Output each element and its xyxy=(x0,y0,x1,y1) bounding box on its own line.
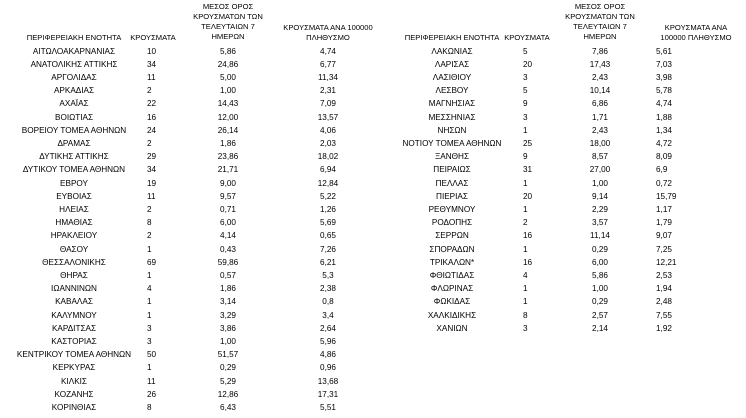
cell-avg7: 12,86 xyxy=(217,389,239,399)
table-row xyxy=(0,111,746,124)
cell-region: ΡΟΔΟΠΗΣ xyxy=(431,218,473,228)
cell-region: ΠΕΙΡΑΙΩΣ xyxy=(433,165,471,175)
cell-cases: 16 xyxy=(523,257,533,267)
cell-avg7: 9,00 xyxy=(220,178,236,188)
cell-per100k: 1,26 xyxy=(320,204,336,214)
table-row xyxy=(0,401,746,414)
right-header-avg7-line2: ΚΡΟΥΣΜΑΤΩΝ ΤΩΝ xyxy=(565,12,635,21)
table-row xyxy=(0,256,746,269)
right-header-per100k-line2: 100000 ΠΛΗΘΥΣΜΟ xyxy=(660,33,732,42)
cell-cases: 11 xyxy=(147,376,156,386)
cell-avg7: 9,57 xyxy=(220,191,236,201)
cell-per100k: 18,02 xyxy=(317,152,339,162)
cell-per100k: 2,38 xyxy=(320,284,336,294)
cell-per100k: 1,88 xyxy=(656,112,672,122)
cell-avg7: 27,00 xyxy=(589,165,611,175)
cell-cases: 20 xyxy=(523,59,533,69)
cell-cases: 3 xyxy=(523,112,528,122)
table-row xyxy=(0,190,746,203)
table-row xyxy=(0,269,746,282)
cell-region: ΚΑΣΤΟΡΙΑΣ xyxy=(51,336,97,346)
cell-cases: 1 xyxy=(523,297,528,307)
cell-per100k: 3,98 xyxy=(656,72,672,82)
cell-per100k: 2,53 xyxy=(656,270,672,280)
right-header-region: ΠΕΡΙΦΕΡΕΙΑΚΗ ΕΝΟΤΗΤΑ xyxy=(404,33,500,42)
cell-region: ΚΑΛΥΜΝΟΥ xyxy=(51,310,97,320)
cell-per100k: 0,8 xyxy=(322,297,334,307)
cell-cases: 9 xyxy=(523,99,528,109)
cell-per100k: 0,65 xyxy=(320,231,336,241)
cell-avg7: 1,00 xyxy=(592,284,608,294)
cell-per100k: 5,78 xyxy=(656,86,672,96)
right-header-avg7-line4: ΗΜΕΡΩΝ xyxy=(583,32,617,41)
cell-region: ΚΕΡΚΥΡΑΣ xyxy=(52,363,96,373)
cell-avg7: 59,86 xyxy=(217,257,239,267)
cell-avg7: 11,14 xyxy=(590,231,610,241)
cell-per100k: 13,68 xyxy=(317,376,339,386)
cell-region: ΚΕΝΤΡΙΚΟΥ ΤΟΜΕΑ ΑΘΗΝΩΝ xyxy=(16,350,132,360)
left-header-avg7-line1: ΜΕΣΟΣ ΟΡΟΣ xyxy=(202,2,254,11)
cell-avg7: 5,86 xyxy=(220,46,236,56)
left-header-region: ΠΕΡΙΦΕΡΕΙΑΚΗ ΕΝΟΤΗΤΑ xyxy=(26,33,122,42)
table-row xyxy=(0,203,746,216)
cell-region: ΤΡΙΚΑΛΩΝ* xyxy=(429,257,475,267)
cell-per100k: 11,34 xyxy=(318,72,338,82)
cell-per100k: 5,3 xyxy=(322,270,334,280)
cell-avg7: 2,29 xyxy=(592,204,608,214)
cell-avg7: 3,29 xyxy=(220,310,236,320)
right-header-cases: ΚΡΟΥΣΜΑΤΑ xyxy=(504,33,550,42)
table-row xyxy=(0,163,746,176)
cell-per100k: 4,06 xyxy=(320,125,336,135)
cell-cases: 1 xyxy=(147,297,152,307)
cell-cases: 16 xyxy=(147,112,157,122)
cell-cases: 2 xyxy=(523,218,528,228)
cell-per100k: 5,96 xyxy=(320,336,336,346)
cell-cases: 8 xyxy=(147,218,152,228)
cell-avg7: 1,00 xyxy=(220,336,236,346)
cell-cases: 19 xyxy=(147,178,157,188)
cell-avg7: 0,71 xyxy=(220,204,236,214)
cell-region: ΑΧΑΪΑΣ xyxy=(59,99,89,109)
cell-per100k: 1,17 xyxy=(656,204,672,214)
table-row xyxy=(0,124,746,137)
right-header-per100k xyxy=(648,23,744,43)
cell-per100k: 2,48 xyxy=(656,297,672,307)
table-row xyxy=(0,282,746,295)
cell-region: ΗΜΑΘΙΑΣ xyxy=(55,218,93,228)
cell-cases: 11 xyxy=(147,191,156,201)
cell-per100k: 6,77 xyxy=(320,59,336,69)
cell-avg7: 1,86 xyxy=(220,138,236,148)
cell-region: ΙΩΑΝΝΙΝΩΝ xyxy=(51,284,97,294)
cell-avg7: 5,29 xyxy=(220,376,236,386)
table-row xyxy=(0,295,746,308)
cell-per100k: 8,09 xyxy=(656,152,672,162)
cell-avg7: 6,43 xyxy=(220,402,236,412)
cell-region: ΕΒΡΟΥ xyxy=(60,178,88,188)
cell-region: ΔΥΤΙΚΗΣ ΑΤΤΙΚΗΣ xyxy=(39,152,109,162)
table-row xyxy=(0,322,746,335)
cell-region: ΔΥΤΙΚΟΥ ΤΟΜΕΑ ΑΘΗΝΩΝ xyxy=(22,165,126,175)
cell-cases: 20 xyxy=(523,191,533,201)
cell-region: ΒΟΡΕΙΟΥ ΤΟΜΕΑ ΑΘΗΝΩΝ xyxy=(21,125,127,135)
cell-cases: 34 xyxy=(147,59,157,69)
cell-avg7: 24,86 xyxy=(217,59,239,69)
cell-avg7: 6,00 xyxy=(220,218,236,228)
cell-per100k: 1,79 xyxy=(656,218,672,228)
cell-per100k: 5,69 xyxy=(320,218,336,228)
cell-avg7: 2,43 xyxy=(592,72,608,82)
left-header-per100k-line1: ΚΡΟΥΣΜΑΤΑ ΑΝΑ 100000 xyxy=(283,23,373,32)
cell-cases: 1 xyxy=(523,204,528,214)
cell-per100k: 17,31 xyxy=(317,389,339,399)
cell-avg7: 26,14 xyxy=(217,125,239,135)
cell-per100k: 6,21 xyxy=(320,257,336,267)
cell-region: ΑΝΑΤΟΛΙΚΗΣ ΑΤΤΙΚΗΣ xyxy=(30,59,118,69)
cell-region: ΗΡΑΚΛΕΙΟΥ xyxy=(50,231,98,241)
cell-avg7: 7,86 xyxy=(592,46,608,56)
cell-cases: 4 xyxy=(523,270,528,280)
cell-cases: 3 xyxy=(147,336,152,346)
table-row xyxy=(0,216,746,229)
cell-cases: 25 xyxy=(523,138,533,148)
cell-avg7: 5,00 xyxy=(220,72,236,82)
cell-region: ΝΟΤΙΟΥ ΤΟΜΕΑ ΑΘΗΝΩΝ xyxy=(402,138,502,148)
cell-cases: 10 xyxy=(147,46,157,56)
cell-cases: 9 xyxy=(523,152,528,162)
cell-per100k: 2,03 xyxy=(320,138,336,148)
cell-cases: 3 xyxy=(147,323,152,333)
table-row xyxy=(0,229,746,242)
cell-per100k: 4,74 xyxy=(656,99,672,109)
table-row xyxy=(0,45,746,58)
cell-region: ΛΕΣΒΟΥ xyxy=(435,86,469,96)
table-row xyxy=(0,348,746,361)
cell-region: ΚΟΖΑΝΗΣ xyxy=(54,389,94,399)
cell-avg7: 14,43 xyxy=(217,99,239,109)
cell-cases: 3 xyxy=(523,323,528,333)
cell-avg7: 6,00 xyxy=(592,257,608,267)
left-header-avg7-line2: ΚΡΟΥΣΜΑΤΩΝ ΤΩΝ xyxy=(193,12,263,21)
cell-region: ΚΟΡΙΝΘΙΑΣ xyxy=(51,402,97,412)
cell-avg7: 1,00 xyxy=(220,86,236,96)
cell-avg7: 5,86 xyxy=(592,270,608,280)
cell-per100k: 2,64 xyxy=(320,323,336,333)
cell-cases: 69 xyxy=(147,257,157,267)
table-row xyxy=(0,375,746,388)
cell-region: ΦΩΚΙΔΑΣ xyxy=(433,297,471,307)
cell-avg7: 6,86 xyxy=(592,99,608,109)
cell-per100k: 2,31 xyxy=(320,86,336,96)
cell-avg7: 2,57 xyxy=(592,310,608,320)
cell-region: ΗΛΕΙΑΣ xyxy=(59,204,89,214)
cell-region: ΘΑΣΟΥ xyxy=(59,244,89,254)
cell-per100k: 6,9 xyxy=(656,165,668,175)
cell-per100k: 6,94 xyxy=(320,165,336,175)
table-row xyxy=(0,58,746,71)
cell-cases: 34 xyxy=(147,165,157,175)
cell-region: ΧΑΝΙΩΝ xyxy=(436,323,468,333)
cell-per100k: 4,74 xyxy=(320,46,336,56)
cell-avg7: 9,14 xyxy=(592,191,608,201)
table-row xyxy=(0,150,746,163)
cell-avg7: 1,00 xyxy=(592,178,608,188)
cell-region: ΔΡΑΜΑΣ xyxy=(57,138,91,148)
right-header-avg7-line1: ΜΕΣΟΣ ΟΡΟΣ xyxy=(574,2,626,11)
cell-cases: 22 xyxy=(147,99,157,109)
cell-region: ΘΕΣΣΑΛΟΝΙΚΗΣ xyxy=(42,257,106,267)
right-header-per100k-line1: ΚΡΟΥΣΜΑΤΑ ΑΝΑ xyxy=(664,23,728,32)
cell-region: ΑΡΚΑΔΙΑΣ xyxy=(53,86,95,96)
cell-region: ΦΛΩΡΙΝΑΣ xyxy=(430,284,474,294)
cell-cases: 50 xyxy=(147,350,157,360)
cell-region: ΣΕΡΡΩΝ xyxy=(435,231,469,241)
cell-cases: 2 xyxy=(147,204,152,214)
cell-cases: 1 xyxy=(523,244,528,254)
cell-per100k: 5,61 xyxy=(656,46,672,56)
cell-cases: 1 xyxy=(523,284,528,294)
cell-region: ΚΑΒΑΛΑΣ xyxy=(55,297,93,307)
cell-region: ΚΙΛΚΙΣ xyxy=(60,376,87,386)
cell-region: ΒΟΙΩΤΙΑΣ xyxy=(54,112,94,122)
left-header-avg7-line4: ΗΜΕΡΩΝ xyxy=(211,32,245,41)
cell-cases: 5 xyxy=(523,86,528,96)
cell-avg7: 1,86 xyxy=(220,284,236,294)
cell-cases: 2 xyxy=(147,86,152,96)
cell-per100k: 7,03 xyxy=(656,59,672,69)
cell-avg7: 3,14 xyxy=(220,297,236,307)
cell-region: ΠΙΕΡΙΑΣ xyxy=(436,191,468,201)
cell-cases: 26 xyxy=(147,389,157,399)
cell-cases: 5 xyxy=(523,46,528,56)
cell-avg7: 0,29 xyxy=(220,363,236,373)
left-header-per100k-line2: ΠΛΗΘΥΣΜΟ xyxy=(306,33,350,42)
table-row xyxy=(0,335,746,348)
cell-region: ΛΑΡΙΣΑΣ xyxy=(434,59,470,69)
cell-per100k: 15,79 xyxy=(656,191,677,201)
cell-avg7: 0,29 xyxy=(592,244,608,254)
cell-per100k: 0,72 xyxy=(656,178,672,188)
left-header-avg7-line3: ΤΕΛΕΥΤΑΙΩΝ 7 xyxy=(201,22,255,31)
table-row xyxy=(0,361,746,374)
right-header-avg7-line3: ΤΕΛΕΥΤΑΙΩΝ 7 xyxy=(573,22,627,31)
table-row xyxy=(0,243,746,256)
cell-cases: 3 xyxy=(523,72,528,82)
cell-per100k: 1,34 xyxy=(656,125,672,135)
cell-region: ΠΕΛΛΑΣ xyxy=(435,178,469,188)
cell-avg7: 3,86 xyxy=(220,323,236,333)
cell-region: ΝΗΣΩΝ xyxy=(437,125,467,135)
cell-cases: 29 xyxy=(147,152,157,162)
left-header-avg7 xyxy=(188,2,268,42)
cell-cases: 31 xyxy=(523,165,533,175)
cell-region: ΜΑΓΝΗΣΙΑΣ xyxy=(428,99,476,109)
table-row xyxy=(0,309,746,322)
cell-per100k: 13,57 xyxy=(317,112,339,122)
cell-region: ΧΑΛΚΙΔΙΚΗΣ xyxy=(427,310,477,320)
cell-cases: 1 xyxy=(523,125,528,135)
cell-avg7: 4,14 xyxy=(220,231,236,241)
cell-region: ΕΥΒΟΙΑΣ xyxy=(56,191,92,201)
cell-avg7: 23,86 xyxy=(217,152,239,162)
cell-avg7: 0,29 xyxy=(592,297,608,307)
cell-region: ΚΑΡΔΙΤΣΑΣ xyxy=(51,323,97,333)
cell-cases: 1 xyxy=(523,178,528,188)
cell-avg7: 1,71 xyxy=(592,112,608,122)
cell-avg7: 0,57 xyxy=(220,270,236,280)
cell-avg7: 2,43 xyxy=(592,125,608,135)
cell-cases: 11 xyxy=(147,72,156,82)
cell-avg7: 2,14 xyxy=(592,323,608,333)
cell-cases: 2 xyxy=(147,138,152,148)
cell-per100k: 4,72 xyxy=(656,138,672,148)
cell-per100k: 7,55 xyxy=(656,310,672,320)
cell-avg7: 51,57 xyxy=(217,350,239,360)
table-row xyxy=(0,388,746,401)
table-row xyxy=(0,177,746,190)
cell-region: ΦΘΙΩΤΙΔΑΣ xyxy=(429,270,475,280)
left-header-per100k xyxy=(272,23,384,43)
cell-per100k: 12,84 xyxy=(317,178,339,188)
table-row xyxy=(0,97,746,110)
table-row xyxy=(0,84,746,97)
cell-region: ΛΑΣΙΘΙΟΥ xyxy=(432,72,472,82)
cell-cases: 8 xyxy=(147,402,152,412)
cell-cases: 1 xyxy=(147,270,152,280)
left-header-cases: ΚΡΟΥΣΜΑΤΑ xyxy=(130,33,176,42)
right-header-avg7 xyxy=(556,2,644,42)
table-row xyxy=(0,71,746,84)
cell-avg7: 0,43 xyxy=(220,244,236,254)
cell-region: ΑΙΤΩΛΟΑΚΑΡΝΑΝΙΑΣ xyxy=(32,46,116,56)
cell-cases: 16 xyxy=(523,231,533,241)
table-row xyxy=(0,137,746,150)
cell-region: ΜΕΣΣΗΝΙΑΣ xyxy=(428,112,476,122)
cell-per100k: 5,51 xyxy=(320,402,336,412)
cell-cases: 24 xyxy=(147,125,157,135)
cell-avg7: 21,71 xyxy=(217,165,239,175)
cell-avg7: 12,00 xyxy=(217,112,239,122)
cell-region: ΛΑΚΩΝΙΑΣ xyxy=(431,46,473,56)
cell-per100k: 7,26 xyxy=(320,244,336,254)
cell-region: ΞΑΝΘΗΣ xyxy=(434,152,470,162)
cell-cases: 1 xyxy=(147,244,152,254)
cell-per100k: 0,96 xyxy=(320,363,336,373)
cell-per100k: 7,09 xyxy=(320,99,336,109)
cell-avg7: 3,57 xyxy=(592,218,608,228)
cell-region: ΣΠΟΡΑΔΩΝ xyxy=(429,244,475,254)
cell-avg7: 10,14 xyxy=(589,86,611,96)
cell-avg7: 17,43 xyxy=(589,59,611,69)
cell-per100k: 12,21 xyxy=(656,257,677,267)
cell-cases: 1 xyxy=(147,310,152,320)
cell-avg7: 18,00 xyxy=(589,138,611,148)
cell-per100k: 4,86 xyxy=(320,350,336,360)
cell-cases: 1 xyxy=(147,363,152,373)
cell-per100k: 5,22 xyxy=(320,191,336,201)
cell-per100k: 1,94 xyxy=(656,284,672,294)
cell-per100k: 3,4 xyxy=(322,310,334,320)
cell-cases: 4 xyxy=(147,284,152,294)
cell-region: ΡΕΘΥΜΝΟΥ xyxy=(428,204,476,214)
cell-region: ΘΗΡΑΣ xyxy=(60,270,88,280)
cell-region: ΑΡΓΟΛΙΔΑΣ xyxy=(51,72,97,82)
cell-avg7: 8,57 xyxy=(592,152,608,162)
cell-per100k: 1,92 xyxy=(656,323,672,333)
cell-cases: 8 xyxy=(523,310,528,320)
cell-per100k: 7,25 xyxy=(656,244,672,254)
cell-cases: 2 xyxy=(147,231,152,241)
cell-per100k: 9,07 xyxy=(656,231,672,241)
